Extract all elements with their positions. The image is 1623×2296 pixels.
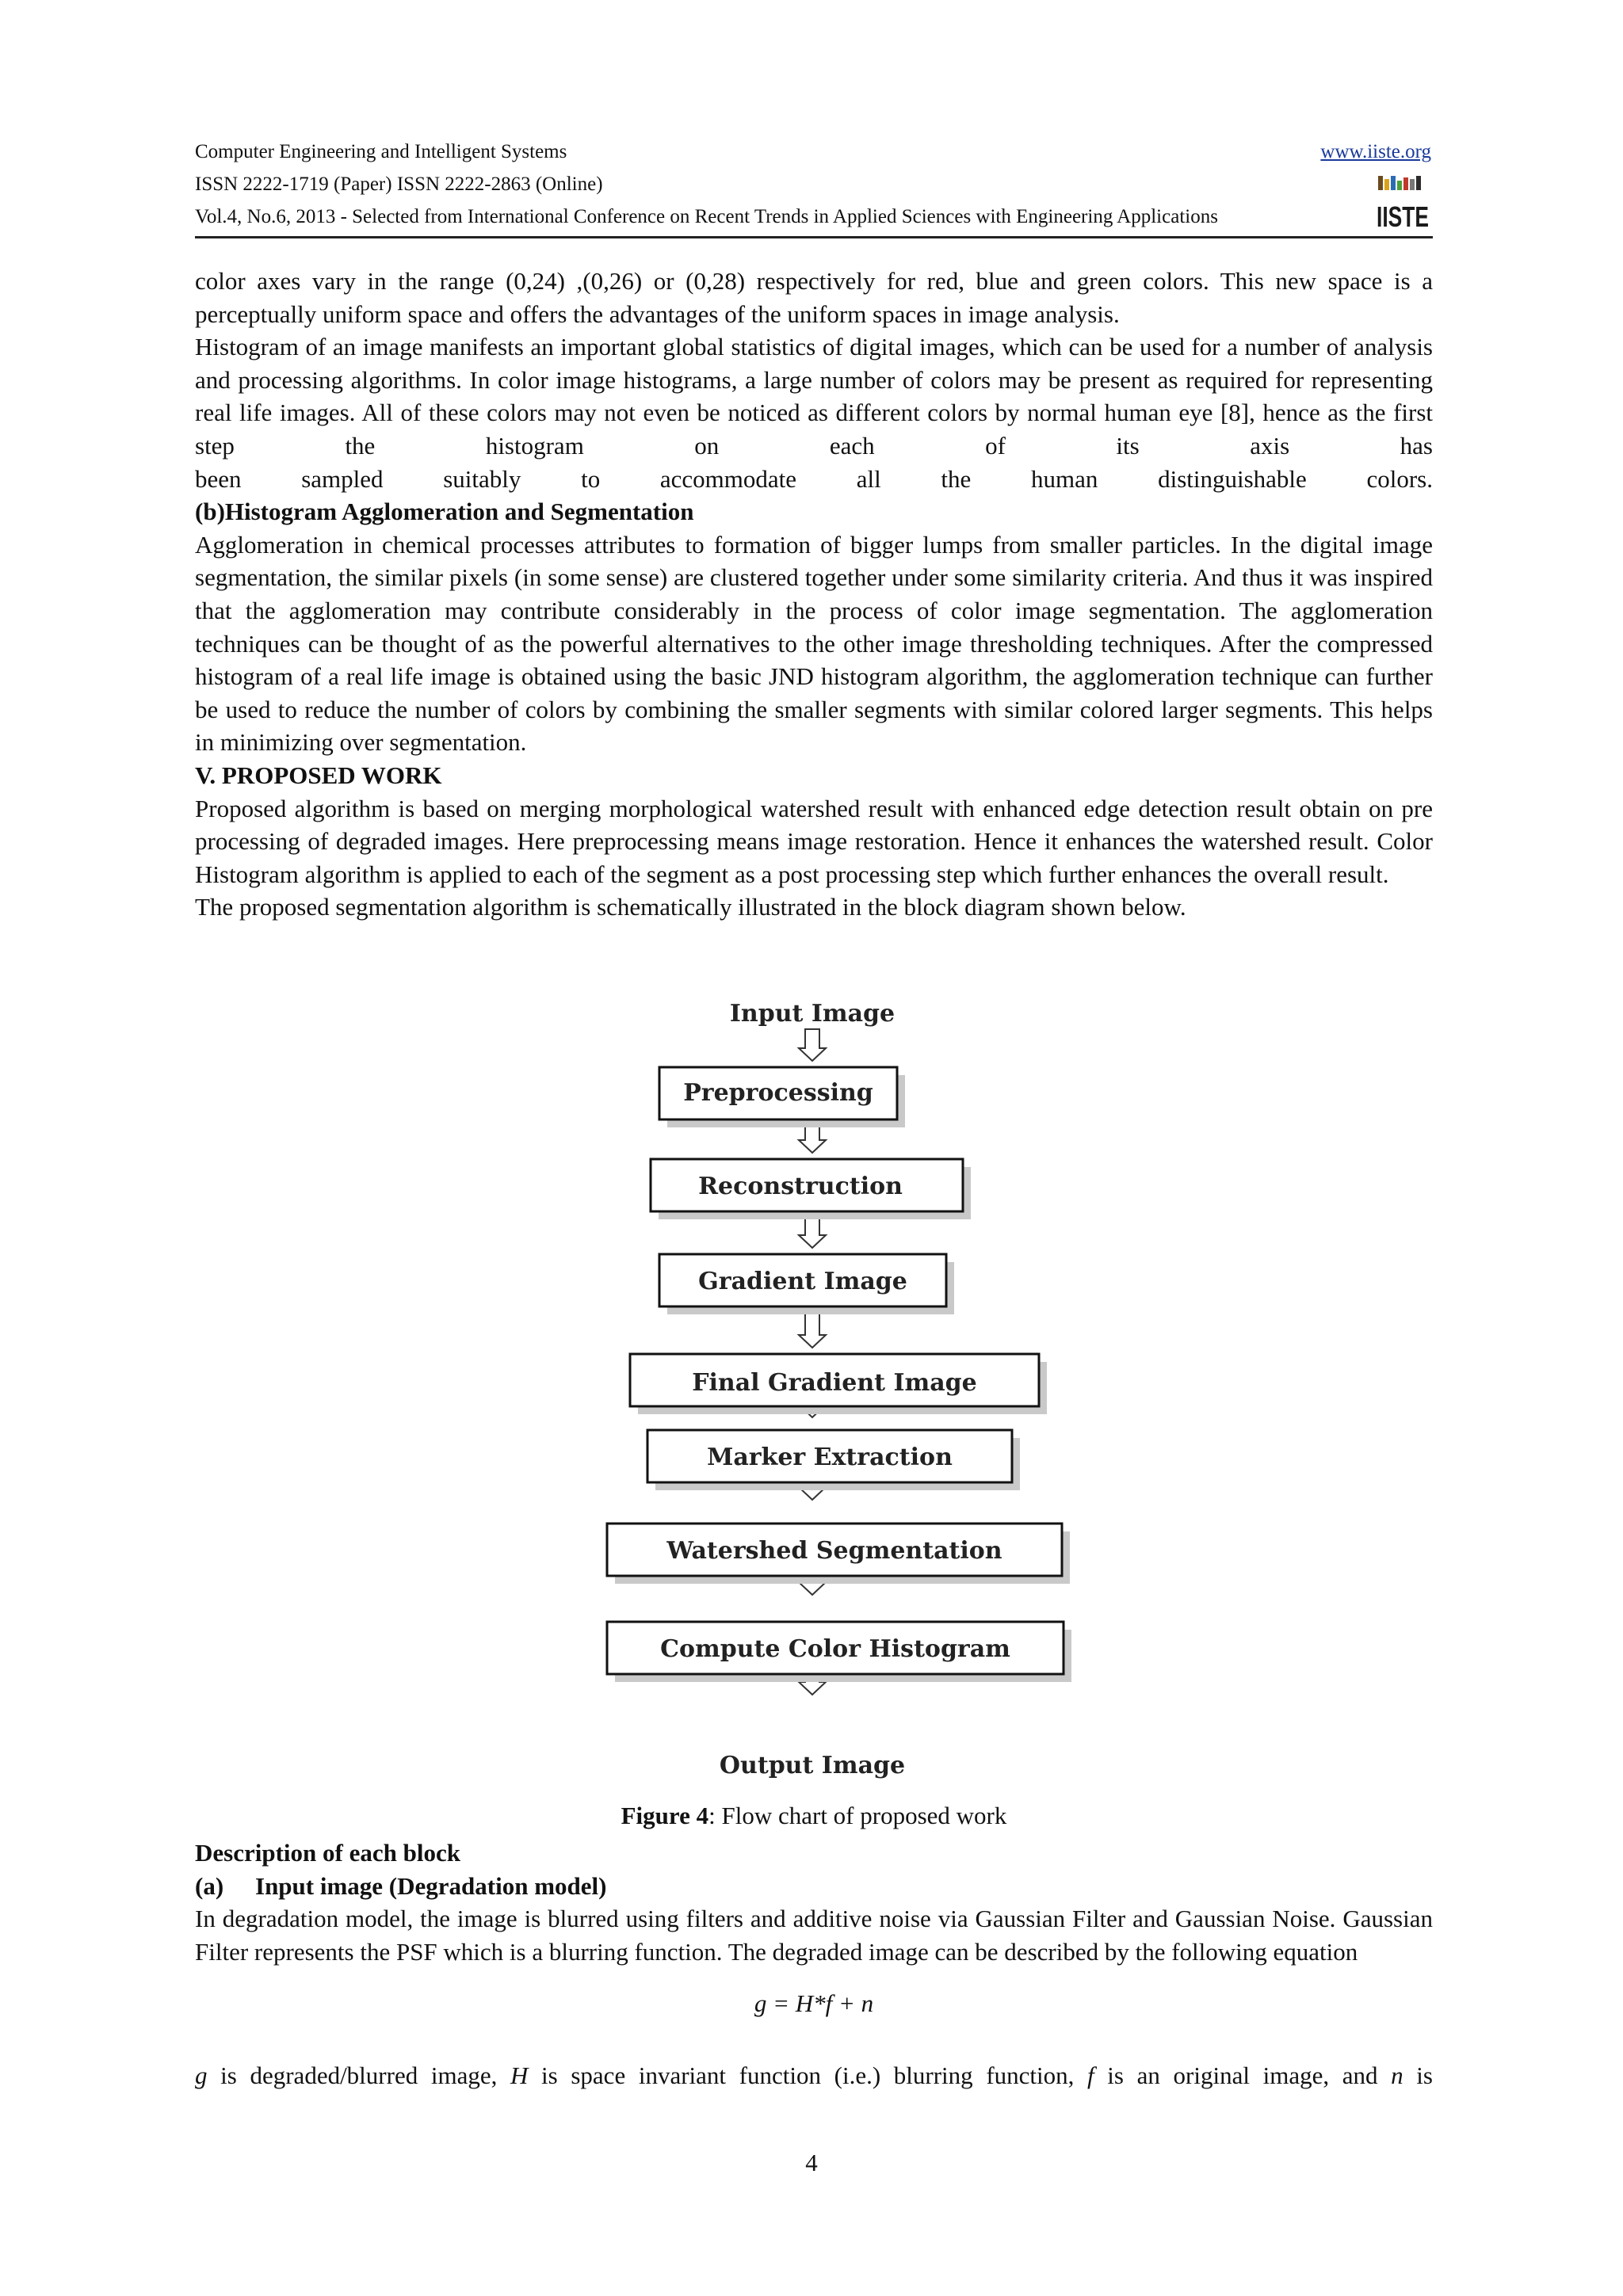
website-link[interactable]: www.iiste.org <box>1320 141 1431 162</box>
figure-caption <box>195 1799 1433 1833</box>
iiste-logo-icon <box>1375 174 1430 233</box>
marker-extraction-label: Marker Extraction <box>707 1444 953 1471</box>
output-image-label: Output Image <box>719 1752 906 1779</box>
equation: g = H*f + n <box>754 1989 874 2017</box>
heading-description-each-block: Description of each block <box>195 1839 460 1867</box>
paragraph-proposed-algorithm: Proposed algorithm is based on merging morphological watershed result with enhanced edge detection result obtain on pre processing of degraded images. Here preprocessing means image restoration. Hence it enhances the watershed result. Color Histogram algorithm is applied to each of the segment as a post processing step which further enhances the overall result. <box>195 794 1433 888</box>
header-rule <box>195 236 1433 238</box>
preprocessing-label: Preprocessing <box>683 1079 873 1107</box>
watershed-segmentation-label: Watershed Segmentation <box>666 1537 1002 1565</box>
arrow-down-icon <box>799 1310 826 1348</box>
reconstruction-label: Reconstruction <box>698 1173 903 1200</box>
paragraph-color-axes: color axes vary in the range (0,24) ,(0,26) or (0,28) respectively for red, blue and green colors. This new space is a perceptually uniform space and offers the advantages of the uniform spaces in image analysis. <box>195 267 1433 328</box>
heading-number: (a) <box>195 1871 224 1900</box>
heading-text: Input image (Degradation model) <box>255 1871 607 1900</box>
paragraph-equation-terms <box>195 2059 1433 2092</box>
heading-proposed-work: V. PROPOSED WORK <box>195 761 442 789</box>
text-run: is degraded/blurred image, <box>207 2061 510 2089</box>
final-gradient-image-label: Final Gradient Image <box>692 1369 977 1397</box>
svg-text:IISTE: IISTE <box>1377 200 1429 233</box>
text-run: is <box>1403 2061 1433 2089</box>
compute-color-histogram-label: Compute Color Histogram <box>660 1635 1010 1663</box>
term-f: f <box>1087 2061 1094 2089</box>
text-run: is space invariant function (i.e.) blurring function, <box>528 2061 1088 2089</box>
heading-histogram-agglomeration: (b)Histogram Agglomeration and Segmentation <box>195 498 694 526</box>
arrow-down-icon <box>799 1029 826 1061</box>
arrow-down-icon <box>799 1215 826 1248</box>
input-image-label: Input Image <box>729 1000 896 1028</box>
figure-caption-text: : Flow chart of proposed work <box>708 1802 1007 1829</box>
flow-chart-figure <box>571 994 1078 1779</box>
paragraph-degradation-model: In degradation model, the image is blurred using filters and additive noise via Gaussian Filter and Gaussian Noise. Gaussian Filter represents the PSF which is a blurring function. The degraded image can be described by the following equation <box>195 1905 1433 1966</box>
journal-title: Computer Engineering and Intelligent Systems <box>195 141 567 162</box>
term-g: g <box>195 2061 208 2089</box>
term-n: n <box>1391 2061 1403 2089</box>
term-h: H <box>510 2061 529 2089</box>
issn-line: ISSN 2222-1719 (Paper) ISSN 2222-2863 (Online) <box>195 174 603 195</box>
heading-input-image-degradation <box>195 1870 1433 1903</box>
figure-caption-label: Figure 4 <box>621 1802 709 1829</box>
paragraph-histogram: Histogram of an image manifests an important global statistics of digital images, which can be used for a number of analysis and processing algorithms. In color image histograms, a large number of colors may be present as required for representing real life images. All of these colors may not even be noticed as different colors by normal human eye [8], hence as the first step the histogram on each of its axis has <box>195 333 1433 460</box>
text-run: is an original image, and <box>1094 2061 1392 2089</box>
block-description-section <box>195 1836 1433 1968</box>
body-text <box>195 265 1433 924</box>
paragraph-block-diagram-intro: The proposed segmentation algorithm is schematically illustrated in the block diagram shown below. <box>195 893 1186 921</box>
paragraph-agglomeration: Agglomeration in chemical processes attributes to formation of bigger lumps from smaller particles. In the digital image segmentation, the similar pixels (in some sense) are clustered together under some similarity criteria. And thus it was inspired that the agglomeration may contribute considerably in the process of color image segmentation. The agglomeration techniques can be thought of as the powerful alternatives to the other image thresholding techniques. After the compressed histogram of a real life image is obtained using the basic JND histogram algorithm, the agglomeration technique can further be used to reduce the number of colors by combining the smaller segments with similar colored larger segments. This helps in minimizing over segmentation. <box>195 530 1433 757</box>
gradient-image-label: Gradient Image <box>698 1268 907 1295</box>
page-number: 4 <box>805 2149 818 2176</box>
journal-header <box>195 136 1431 234</box>
paragraph-histogram-last-line: been sampled suitably to accommodate all the human distinguishable colors. <box>195 464 1433 493</box>
volume-line: Vol.4, No.6, 2013 - Selected from International Conference on Recent Trends in Applied Sciences with Engineering Applications <box>195 206 1218 227</box>
